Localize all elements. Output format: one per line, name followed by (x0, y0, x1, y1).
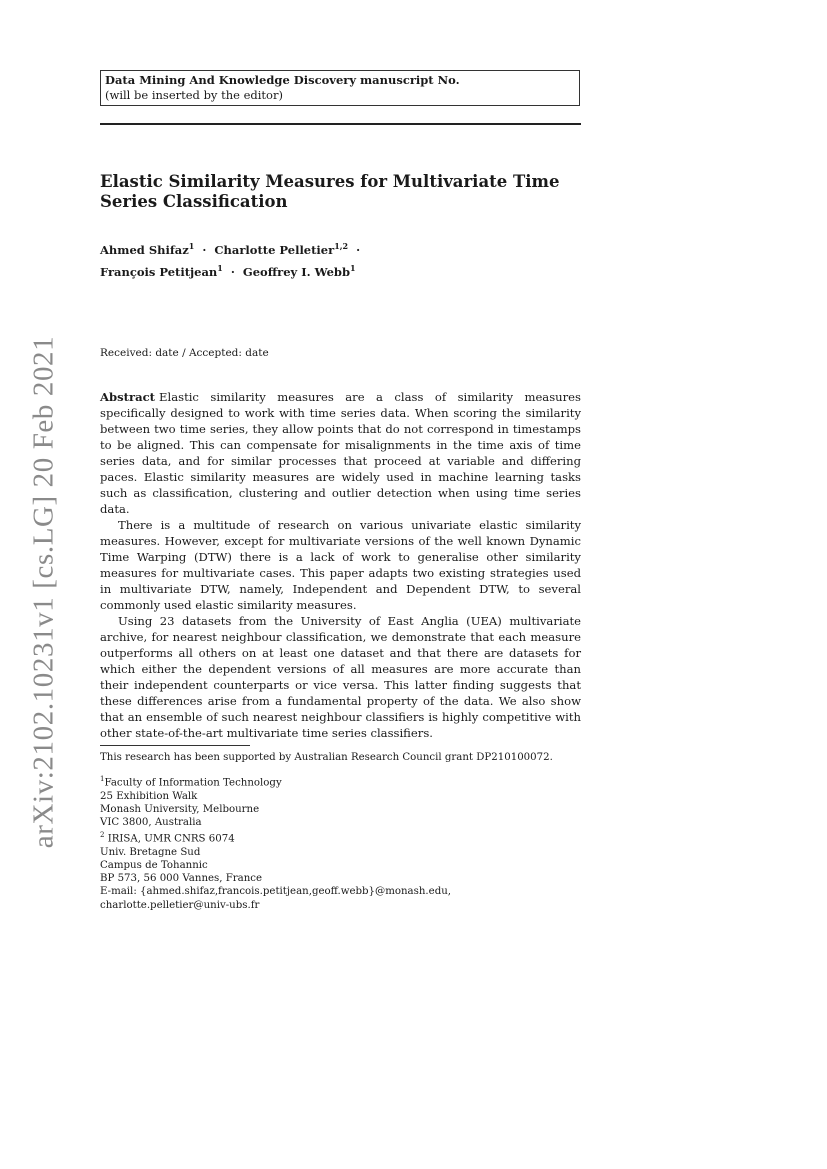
header-rule (100, 123, 581, 125)
affiliation-line: Univ. Bretagne Sud (100, 846, 201, 858)
author-name: Ahmed Shifaz (100, 242, 189, 257)
affil-text: IRISA, UMR CNRS 6074 (104, 833, 235, 845)
affiliation-line: 25 Exhibition Walk (100, 790, 198, 802)
author-name: François Petitjean (100, 264, 218, 279)
abstract-paragraph: There is a multitude of research on various univariate elastic similarity measures. However, except for multivariate versions of the well known Dynamic Time Warping (DTW) there is a lack of work to generalise other similarity measures for multivariate cases. This paper adapts two existing strategies used in multivariate DTW, namely, Independent and Dependent DTW, to several commonly used elastic similarity measures. (100, 518, 581, 612)
affiliation-line: BP 573, 56 000 Vannes, France (100, 873, 263, 885)
affil-mark: 1 (100, 775, 105, 783)
affiliations (100, 773, 581, 912)
affiliation-line: Monash University, Melbourne (100, 803, 260, 815)
author-list (100, 237, 581, 281)
abstract-paragraph (100, 389, 581, 517)
arxiv-identifier: arXiv:2102.10231v1 [cs.LG] 20 Feb 2021 (27, 335, 60, 849)
affil-mark: 2 (100, 831, 105, 840)
author-affil-mark: 1 (188, 241, 195, 251)
author-separator: · (230, 264, 235, 279)
author-affil-mark: 1,2 (334, 241, 349, 251)
journal-header-box (100, 70, 580, 106)
affiliation-line: VIC 3800, Australia (100, 817, 202, 828)
editor-note: (will be inserted by the editor) (105, 88, 283, 102)
footnote-rule (100, 745, 250, 746)
author-line-2 (100, 259, 581, 281)
author-line-1 (100, 237, 581, 259)
author-name: Charlotte Pelletier (214, 242, 335, 257)
abstract-paragraph: Using 23 datasets from the University of East Anglia (UEA) multivariate archive, for nearest neighbour classification, we demonstrate that each measure outperforms all others on at least one dataset and that there are datasets for which either the dependent versions of all measures are more accurate than their independent counterparts or vice versa. This latter finding suggests that these differences arise from a fundamental property of the data. We also show that an ensemble of such nearest neighbour classifiers is highly competitive with other state-of-the-art multivariate time series classifiers. (100, 614, 581, 740)
affiliation-2-name (100, 829, 581, 846)
affiliation-1-name (100, 773, 581, 790)
author-separator: · (202, 242, 207, 257)
author-name: Geoffrey I. Webb (242, 264, 350, 279)
abstract-label: Abstract (100, 390, 156, 404)
author-affil-mark: 1 (217, 262, 223, 273)
paper-title: Elastic Similarity Measures for Multivariate Time Series Classification (100, 172, 560, 211)
email-line: E-mail: {ahmed.shifaz,francois.petitjean,geoff.webb}@monash.edu, (100, 886, 452, 898)
abstract-text: Elastic similarity measures are a class of similarity measures specifically designed to work with time series data. When scoring the similarity between two time series, they allow points that do not correspond in timestamps to be aligned. This can compensate for misalignments in the time axis of time series data, and for similar processes that proceed at variable and differing paces. Elastic similarity measures are widely used in machine learning tasks such as classification, clustering and outlier detection when using time series data. (100, 390, 581, 516)
email-line: charlotte.pelletier@univ-ubs.fr (100, 899, 260, 911)
author-separator: · (356, 242, 361, 257)
affil-text: Faculty of Information Technology (104, 777, 282, 789)
journal-name: Data Mining And Knowledge Discovery manuscript No. (105, 73, 460, 87)
abstract (100, 389, 581, 741)
author-affil-mark: 1 (350, 262, 356, 273)
affiliation-line: Campus de Tohannic (100, 860, 208, 871)
received-date: Received: date / Accepted: date (100, 347, 269, 359)
funding-footnote: This research has been supported by Australian Research Council grant DP210100072. (100, 752, 553, 763)
